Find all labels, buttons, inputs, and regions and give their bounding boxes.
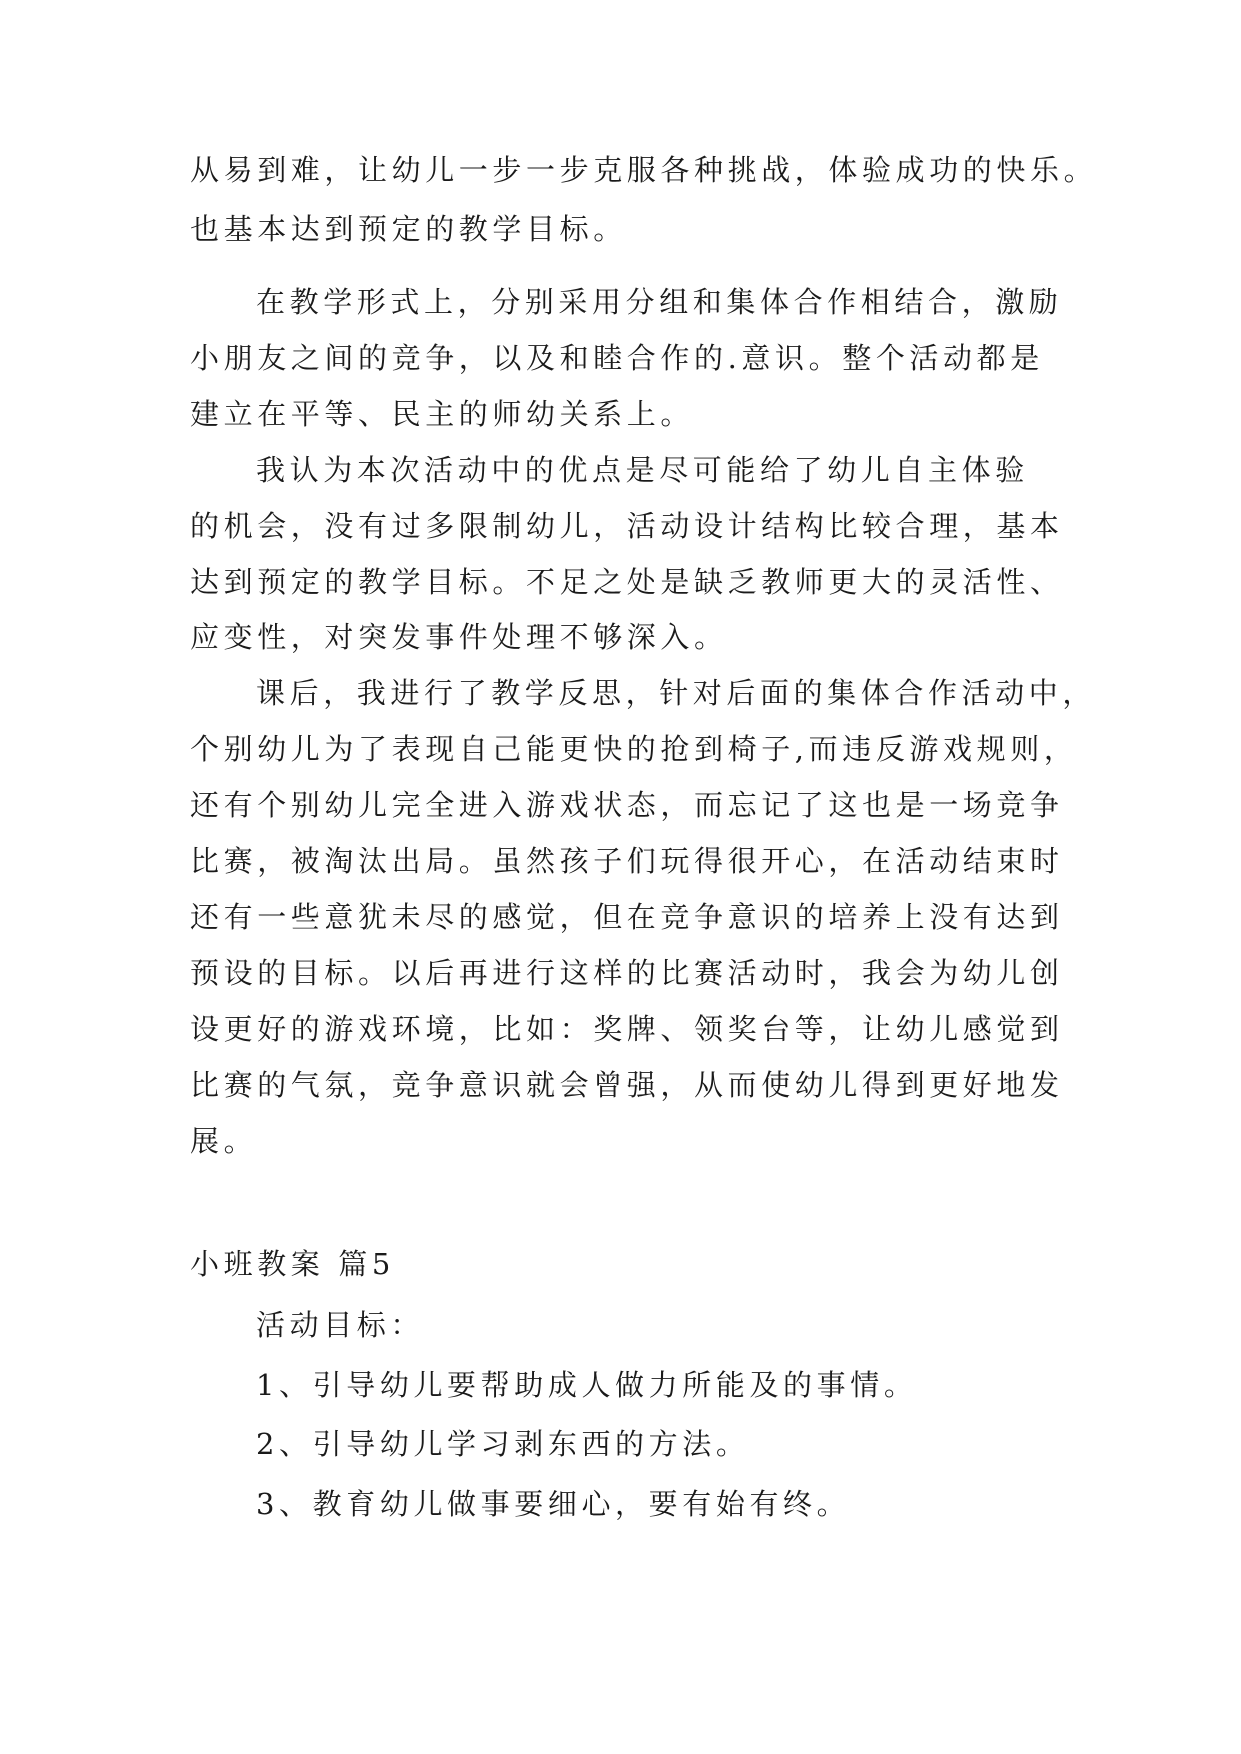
objectives-heading: 活动目标： <box>256 1308 425 1342</box>
paragraph-4-line-7: 设更好的游戏环境，比如：奖牌、领奖台等，让幼儿感觉到 <box>190 1012 1064 1046</box>
paragraph-4-line-3: 还有个别幼儿完全进入游戏状态，而忘记了这也是一场竞争 <box>190 788 1064 822</box>
objective-item-2: 2、引导幼儿学习剥东西的方法。 <box>256 1427 750 1461</box>
paragraph-3-line-1: 我认为本次活动中的优点是尽可能给了幼儿自主体验 <box>256 453 1029 487</box>
paragraph-4-line-1: 课后，我进行了教学反思，针对后面的集体合作活动中， <box>256 676 1097 710</box>
paragraph-3-line-2: 的机会，没有过多限制幼儿，活动设计结构比较合理，基本 <box>190 509 1064 543</box>
paragraph-4-line-5: 还有一些意犹未尽的感觉，但在竞争意识的培养上没有达到 <box>190 900 1064 934</box>
section-title: 小班教案 篇5 <box>190 1247 395 1281</box>
paragraph-1-line-2: 也基本达到预定的教学目标。 <box>190 212 627 246</box>
paragraph-3-line-3: 达到预定的教学目标。不足之处是缺乏教师更大的灵活性、 <box>190 565 1064 599</box>
paragraph-2-line-1: 在教学形式上，分别采用分组和集体合作相结合，激励 <box>256 285 1063 319</box>
paragraph-4-line-9: 展。 <box>190 1124 258 1158</box>
objective-item-3: 3、教育幼儿做事要细心，要有始有终。 <box>256 1487 851 1521</box>
paragraph-2-line-2: 小朋友之间的竞争，以及和睦合作的.意识。整个活动都是 <box>190 341 1044 375</box>
paragraph-4-line-4: 比赛，被淘汰出局。虽然孩子们玩得很开心，在活动结束时 <box>190 844 1064 878</box>
paragraph-3-line-4: 应变性，对突发事件处理不够深入。 <box>190 620 728 654</box>
paragraph-4-line-6: 预设的目标。以后再进行这样的比赛活动时，我会为幼儿创 <box>190 956 1064 990</box>
paragraph-4-line-8: 比赛的气氛，竞争意识就会曾强，从而使幼儿得到更好地发 <box>190 1068 1064 1102</box>
objective-item-1: 1、引导幼儿要帮助成人做力所能及的事情。 <box>256 1368 918 1402</box>
paragraph-1-line-1: 从易到难，让幼儿一步一步克服各种挑战，体验成功的快乐。 <box>190 153 1098 187</box>
paragraph-4-line-2: 个别幼儿为了表现自己能更快的抢到椅子,而违反游戏规则， <box>190 732 1078 766</box>
paragraph-2-line-3: 建立在平等、民主的师幼关系上。 <box>190 397 695 431</box>
